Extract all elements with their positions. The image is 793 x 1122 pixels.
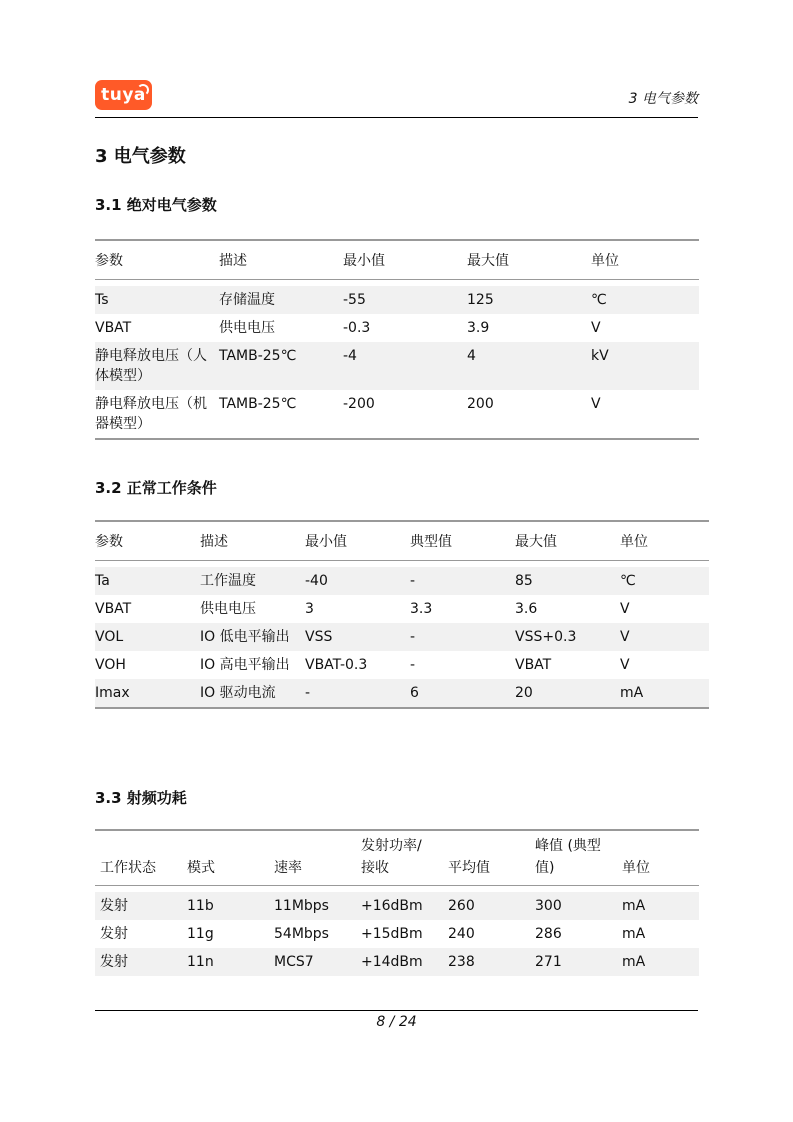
cell: +16dBm bbox=[361, 898, 423, 914]
cell: VBAT bbox=[95, 601, 132, 617]
header-cell: 描述 bbox=[219, 240, 343, 280]
cell: VBAT bbox=[95, 320, 132, 336]
header-cell: 参数 bbox=[95, 521, 200, 561]
header-cell: 描述 bbox=[200, 521, 305, 561]
cell: -200 bbox=[343, 396, 375, 412]
cell: 125 bbox=[467, 292, 494, 308]
cell: Imax bbox=[95, 685, 130, 701]
operating-conditions-table bbox=[95, 520, 709, 709]
table-row bbox=[95, 892, 699, 920]
table-row bbox=[95, 948, 699, 976]
cell: V bbox=[620, 657, 630, 673]
cell: IO 低电平输出 bbox=[200, 629, 290, 645]
table-row bbox=[95, 595, 709, 623]
section-3-1-title: 3.1 绝对电气参数 bbox=[95, 196, 217, 214]
cell: VBAT bbox=[515, 657, 552, 673]
header-cell: 最小值 bbox=[305, 521, 410, 561]
cell: Ts bbox=[95, 292, 109, 308]
cell: +14dBm bbox=[361, 954, 423, 970]
cell: 6 bbox=[410, 685, 419, 701]
cell: +15dBm bbox=[361, 926, 423, 942]
table-row bbox=[95, 567, 709, 595]
header-cell: 单位 bbox=[617, 830, 699, 886]
cell: 3 bbox=[305, 601, 314, 617]
cell: - bbox=[410, 573, 416, 589]
footer-rule bbox=[95, 1010, 698, 1011]
cell: -40 bbox=[305, 573, 328, 589]
cell: 工作温度 bbox=[200, 573, 256, 589]
cell: 260 bbox=[448, 898, 475, 914]
table-header-row bbox=[95, 830, 699, 886]
rf-power-table bbox=[95, 829, 699, 976]
header-cell: 峰值 (典型值) bbox=[530, 830, 617, 886]
cell: VOL bbox=[95, 629, 124, 645]
cell: 供电电压 bbox=[219, 320, 275, 336]
header-cell: 平均值 bbox=[443, 830, 530, 886]
cell: IO 高电平输出 bbox=[200, 657, 290, 673]
header-section-label: 3 电气参数 bbox=[628, 91, 698, 107]
cell: -55 bbox=[343, 292, 366, 308]
table-row bbox=[95, 390, 699, 439]
cell: TAMB-25℃ bbox=[219, 348, 297, 364]
cell: -0.3 bbox=[343, 320, 371, 336]
section-3-3-title: 3.3 射频功耗 bbox=[95, 789, 187, 807]
cell: 200 bbox=[467, 396, 494, 412]
cell: - bbox=[410, 629, 416, 645]
cell: ℃ bbox=[591, 292, 607, 308]
logo-arc bbox=[137, 84, 149, 96]
cell: 271 bbox=[535, 954, 562, 970]
table-row bbox=[95, 651, 709, 679]
cell: V bbox=[591, 396, 601, 412]
cell: 240 bbox=[448, 926, 475, 942]
cell: 300 bbox=[535, 898, 562, 914]
section-3-2-title: 3.2 正常工作条件 bbox=[95, 479, 217, 497]
cell: 238 bbox=[448, 954, 475, 970]
header-cell: 参数 bbox=[95, 240, 219, 280]
cell: - bbox=[305, 685, 311, 701]
table-row bbox=[95, 314, 699, 342]
table-header-row bbox=[95, 240, 699, 280]
cell: VBAT-0.3 bbox=[305, 657, 368, 673]
header-cell: 最大值 bbox=[467, 240, 591, 280]
cell: V bbox=[591, 320, 601, 336]
header-cell: 模式 bbox=[182, 830, 269, 886]
table-row bbox=[95, 679, 709, 708]
cell: 11n bbox=[187, 954, 214, 970]
absolute-params-table bbox=[95, 239, 699, 440]
cell: 3.3 bbox=[410, 601, 433, 617]
table-row bbox=[95, 920, 699, 948]
cell: 静电释放电压（人体模型） bbox=[95, 348, 207, 384]
header-rule bbox=[95, 117, 698, 118]
table-header-row bbox=[95, 521, 709, 561]
cell: V bbox=[620, 601, 630, 617]
cell: 54Mbps bbox=[274, 926, 329, 942]
cell: Ta bbox=[95, 573, 110, 589]
header-cell: 典型值 bbox=[410, 521, 515, 561]
table-row bbox=[95, 286, 699, 314]
page-title: 3 电气参数 bbox=[95, 146, 186, 167]
cell: 286 bbox=[535, 926, 562, 942]
header-cell: 工作状态 bbox=[95, 830, 182, 886]
cell: mA bbox=[620, 685, 644, 701]
cell: IO 驱动电流 bbox=[200, 685, 276, 701]
cell: -4 bbox=[343, 348, 357, 364]
header-cell: 单位 bbox=[620, 521, 709, 561]
header-cell: 最小值 bbox=[343, 240, 467, 280]
cell: 20 bbox=[515, 685, 533, 701]
cell: VSS bbox=[305, 629, 333, 645]
header-cell: 最大值 bbox=[515, 521, 620, 561]
cell: TAMB-25℃ bbox=[219, 396, 297, 412]
cell: 4 bbox=[467, 348, 476, 364]
cell: 11b bbox=[187, 898, 214, 914]
cell: VSS+0.3 bbox=[515, 629, 577, 645]
cell: V bbox=[620, 629, 630, 645]
header-cell: 速率 bbox=[269, 830, 356, 886]
cell: 供电电压 bbox=[200, 601, 256, 617]
cell: mA bbox=[622, 954, 646, 970]
cell: 存储温度 bbox=[219, 292, 275, 308]
cell: 3.9 bbox=[467, 320, 490, 336]
header-cell: 单位 bbox=[591, 240, 699, 280]
cell: 静电释放电压（机器模型） bbox=[95, 396, 207, 432]
table-row bbox=[95, 623, 709, 651]
cell: 发射 bbox=[100, 898, 128, 914]
table-row bbox=[95, 342, 699, 390]
cell: - bbox=[410, 657, 416, 673]
cell: 发射 bbox=[100, 954, 128, 970]
cell: 3.6 bbox=[515, 601, 538, 617]
tuya-logo: tuya bbox=[95, 80, 152, 110]
cell: MCS7 bbox=[274, 954, 314, 970]
cell: 发射 bbox=[100, 926, 128, 942]
cell: ℃ bbox=[620, 573, 636, 589]
cell: 11Mbps bbox=[274, 898, 329, 914]
header-cell: 发射功率/接收 bbox=[356, 830, 443, 886]
cell: mA bbox=[622, 926, 646, 942]
cell: VOH bbox=[95, 657, 126, 673]
page-number: 8 / 24 bbox=[376, 1014, 417, 1030]
cell: mA bbox=[622, 898, 646, 914]
cell: 85 bbox=[515, 573, 533, 589]
cell: kV bbox=[591, 348, 609, 364]
cell: 11g bbox=[187, 926, 214, 942]
